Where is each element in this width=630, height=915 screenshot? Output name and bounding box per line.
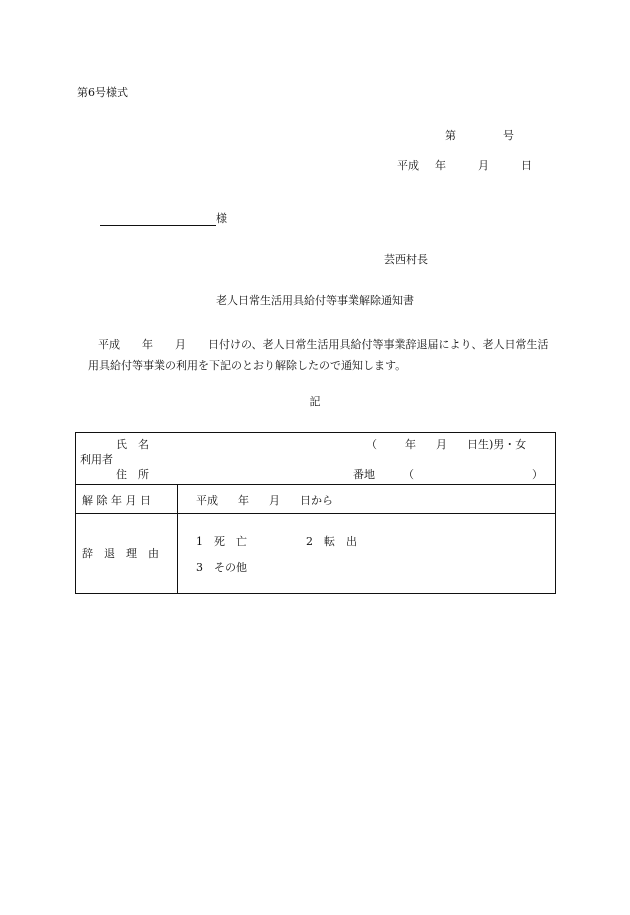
address-info [353,466,543,482]
reason-option-3: 3 その他 [196,561,247,574]
cancel-date-value [196,492,333,508]
form-number: 第6号様式 [77,86,128,99]
address-open-paren: （ [403,468,414,481]
issue-day-unit: 日 [521,159,532,172]
body-year-unit: 年 [142,338,153,351]
number-prefix: 第 [445,129,456,142]
issue-year-unit: 年 [435,159,446,172]
document-title: 老人日常生活用具給付等事業解除通知書 [216,294,414,307]
birth-day-gender: 日生)男・女 [467,438,527,451]
reason-label: 辞 退 理 由 [82,547,159,560]
document-number [445,127,514,143]
reason-option-2: 2 転 出 [306,535,357,548]
issue-month-unit: 月 [478,159,489,172]
details-table [75,432,556,594]
user-row [76,433,555,485]
cancel-year-unit: 年 [238,494,249,507]
addressee-honorific: 様 [216,212,227,225]
body-text [88,334,558,376]
issue-era: 平成 [397,159,419,172]
number-suffix: 号 [503,129,514,142]
addressee [100,210,227,226]
cancel-era: 平成 [196,494,218,507]
cancel-from: 日から [300,494,333,507]
user-label: 利用者 [80,453,113,466]
address-label: 住 所 [116,468,149,481]
banchi-label: 番地 [353,468,375,481]
addressee-underline [100,213,216,226]
sender: 芸西村長 [384,253,428,266]
birth-info [366,436,526,452]
body-era: 平成 [98,338,120,351]
birth-open-paren: （ [366,438,377,451]
birth-year-unit: 年 [405,438,416,451]
reason-row [76,513,555,593]
name-label: 氏 名 [116,438,149,451]
cancel-date-row [76,484,555,514]
address-close-paren: ） [532,468,543,481]
issue-date [397,157,532,173]
ki-marker: 記 [309,395,321,408]
body-sentence: 日付けの、老人日常生活用具給付等事業辞退届により、老人日常生活用具給付等事業の利用を下記のとおり解除したので通知します。 [88,338,549,372]
birth-month-unit: 月 [436,438,447,451]
column-divider [177,484,178,593]
body-month-unit: 月 [175,338,186,351]
cancel-month-unit: 月 [269,494,280,507]
cancel-date-label: 解 除 年 月 日 [82,494,151,507]
reason-option-1: 1 死 亡 [196,535,247,548]
